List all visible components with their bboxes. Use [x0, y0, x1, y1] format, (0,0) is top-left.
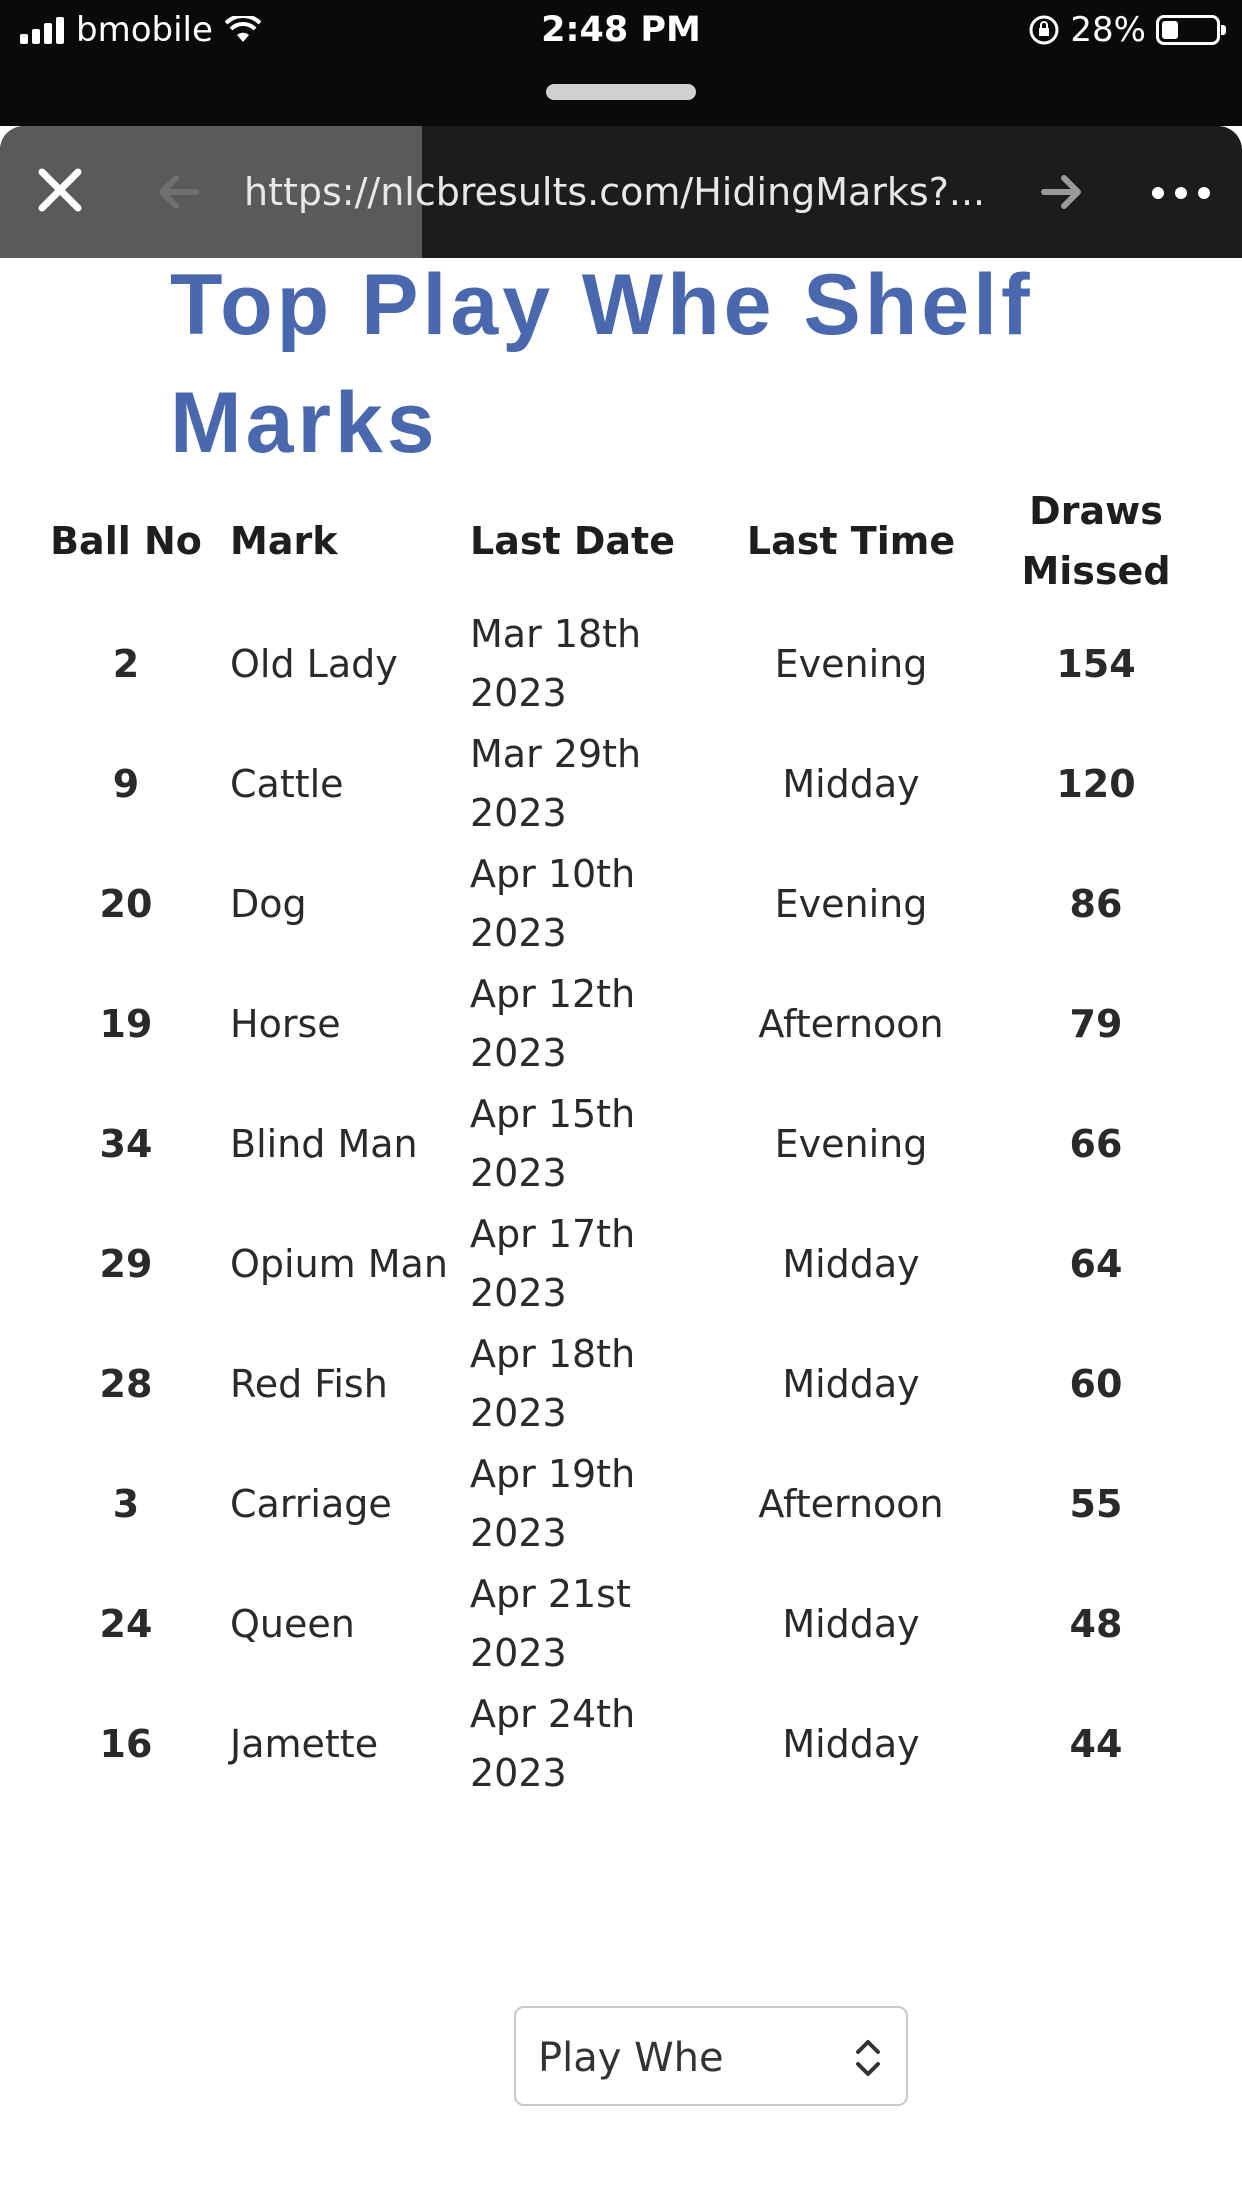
header-mark: Mark: [230, 519, 338, 563]
browser-toolbar: [0, 126, 1242, 258]
table-row: [36, 844, 1206, 964]
cell-draws-missed: 44: [1069, 1721, 1123, 1766]
cell-mark: Carriage: [230, 1481, 392, 1526]
carrier-name: bmobile: [76, 10, 213, 50]
table-row: [36, 724, 1206, 844]
table-row: [36, 1084, 1206, 1204]
cell-mark: Jamette: [230, 1721, 379, 1766]
cell-last-date: [456, 1684, 716, 1804]
cell-mark: Dog: [230, 881, 307, 926]
last-date-text: Apr 24th 2023: [470, 1692, 636, 1795]
game-select-value: Play Whe: [538, 2035, 724, 2081]
battery-icon: [1156, 15, 1220, 45]
status-time: 2:48 PM: [541, 10, 701, 50]
header-draws-missed-label: Draws Missed: [1021, 489, 1171, 593]
close-icon: [32, 162, 88, 218]
cell-draws-missed: 64: [1069, 1241, 1123, 1286]
cell-mark: Queen: [230, 1601, 355, 1646]
cell-last-time: Evening: [774, 881, 928, 926]
cell-ball-no: 19: [99, 1001, 153, 1046]
more-icon: [1148, 168, 1214, 218]
cell-ball-no: 24: [99, 1601, 153, 1646]
cell-draws-missed: 120: [1056, 761, 1136, 806]
last-date-text: Apr 21st 2023: [470, 1572, 631, 1675]
cell-last-time: Midday: [782, 761, 920, 806]
cell-mark: Red Fish: [230, 1361, 388, 1406]
cell-mark: Cattle: [230, 761, 344, 806]
header-ball-no: Ball No: [50, 519, 202, 563]
cell-last-date: [456, 1084, 716, 1204]
table-row: [36, 1324, 1206, 1444]
sheet-grabber[interactable]: [546, 84, 696, 100]
cell-mark: Old Lady: [230, 641, 398, 686]
cell-last-time: Midday: [782, 1361, 920, 1406]
table-header-row: [36, 478, 1206, 604]
last-date-text: Apr 17th 2023: [470, 1212, 636, 1315]
cell-last-date: [456, 1204, 716, 1324]
cell-draws-missed: 79: [1069, 1001, 1123, 1046]
cell-last-time: Midday: [782, 1241, 920, 1286]
cell-draws-missed: 60: [1069, 1361, 1123, 1406]
cell-ball-no: 29: [99, 1241, 153, 1286]
page-title: Top Play Whe Shelf Marks: [170, 257, 1034, 471]
cell-ball-no: 28: [99, 1361, 153, 1406]
table-row: [36, 1444, 1206, 1564]
header-last-date: Last Date: [470, 519, 675, 563]
cell-draws-missed: 48: [1069, 1601, 1123, 1646]
cell-last-date: [456, 844, 716, 964]
header-draws-missed: [986, 478, 1206, 604]
cell-mark: Blind Man: [230, 1121, 418, 1166]
cell-ball-no: 3: [112, 1481, 140, 1526]
cell-last-date: [456, 604, 716, 724]
table-row: [36, 604, 1206, 724]
table-row: [36, 964, 1206, 1084]
close-button[interactable]: [30, 162, 90, 222]
url-text[interactable]: https://nlcbresults.com/HidingMarks?...: [244, 170, 986, 214]
cell-ball-no: 2: [112, 641, 140, 686]
last-date-text: Apr 19th 2023: [470, 1452, 636, 1555]
cell-last-time: Midday: [782, 1721, 920, 1766]
cell-last-date: [456, 1444, 716, 1564]
rotation-lock-icon: [1028, 14, 1060, 46]
cell-last-time: Afternoon: [758, 1481, 944, 1526]
chevron-up-down-icon: [850, 2034, 886, 2082]
last-date-text: Apr 12th 2023: [470, 972, 636, 1075]
last-date-text: Apr 15th 2023: [470, 1092, 636, 1195]
table-body: [36, 604, 1206, 1804]
cell-mark: Horse: [230, 1001, 341, 1046]
table-row: [36, 1564, 1206, 1684]
cell-last-time: Midday: [782, 1601, 920, 1646]
status-bar: [0, 0, 1242, 66]
cell-draws-missed: 154: [1056, 641, 1136, 686]
cell-draws-missed: 66: [1069, 1121, 1123, 1166]
shelf-marks-table: [36, 478, 1206, 1804]
last-date-text: Mar 29th 2023: [470, 732, 642, 835]
status-right: [1028, 10, 1220, 50]
table-row: [36, 1684, 1206, 1804]
cell-ball-no: 20: [99, 881, 153, 926]
last-date-text: Apr 18th 2023: [470, 1332, 636, 1435]
cell-ball-no: 16: [99, 1721, 153, 1766]
cell-draws-missed: 86: [1069, 881, 1123, 926]
cell-draws-missed: 55: [1069, 1481, 1123, 1526]
game-select[interactable]: [514, 2006, 908, 2106]
battery-percent: 28%: [1070, 10, 1146, 50]
cell-last-time: Evening: [774, 1121, 928, 1166]
cell-last-date: [456, 1324, 716, 1444]
back-arrow-icon: [152, 166, 204, 218]
last-date-text: Mar 18th 2023: [470, 612, 642, 715]
battery-level: [1162, 21, 1178, 39]
header-last-time: Last Time: [746, 519, 956, 563]
forward-arrow-icon: [1036, 166, 1088, 218]
cell-last-date: [456, 1564, 716, 1684]
more-options-button[interactable]: [1148, 168, 1218, 218]
cell-last-time: Evening: [774, 641, 928, 686]
last-date-text: Apr 10th 2023: [470, 852, 636, 955]
forward-button[interactable]: [1036, 166, 1088, 226]
table-row: [36, 1204, 1206, 1324]
back-button[interactable]: [152, 166, 204, 226]
cell-mark: Opium Man: [230, 1241, 448, 1286]
cell-last-time: Afternoon: [758, 1001, 944, 1046]
cell-ball-no: 9: [112, 761, 140, 806]
cell-last-date: [456, 964, 716, 1084]
cell-last-date: [456, 724, 716, 844]
cell-ball-no: 34: [99, 1121, 153, 1166]
